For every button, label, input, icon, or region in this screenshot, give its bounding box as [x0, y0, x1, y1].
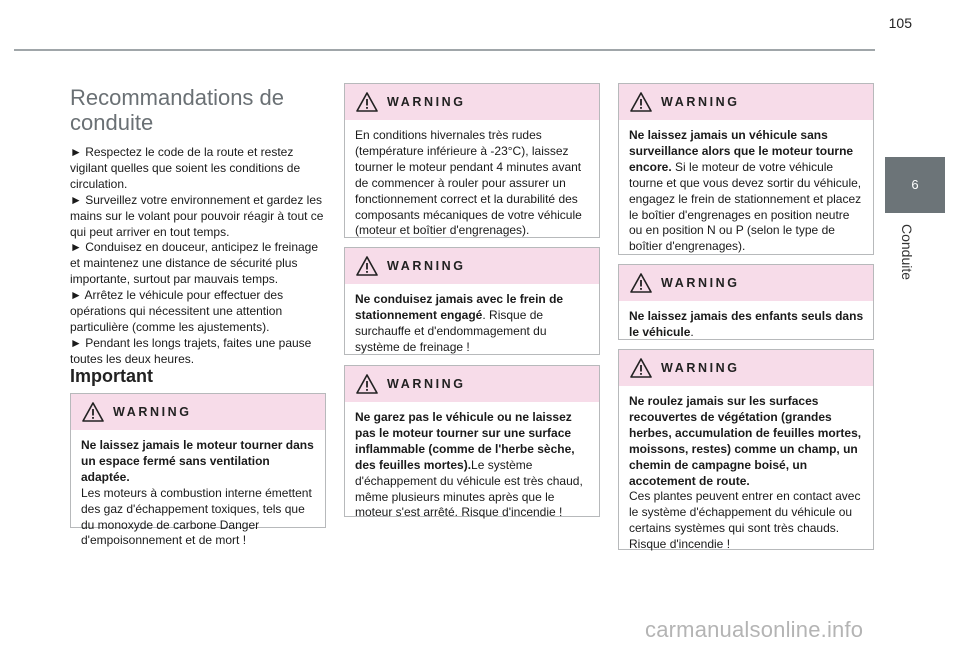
warning-box [618, 349, 874, 550]
warning-header [345, 84, 599, 120]
recommendation-item: ► Conduisez en douceur, anticipez le freinage et maintenez une distance de sécurité plus importante, surtout par mauvais temps. [70, 240, 319, 287]
warning-header [345, 366, 599, 402]
warning-body [619, 120, 873, 255]
warning-triangle-icon [630, 92, 652, 112]
warning-body [345, 120, 599, 239]
warning-header [71, 394, 325, 430]
warning-text: Ces plantes peuvent entrer en contact avec le système d'échappement du véhicule ou certains systèmes qui sont très chauds. Risque d'incendie ! [629, 489, 861, 552]
left-column [70, 85, 326, 368]
warning-box [344, 83, 600, 238]
warning-text: Le système d'échappement du véhicule est très chaud, même plusieurs minutes après que le moteur s'est arrêté. Risque d'incendie ! [355, 457, 583, 520]
recommendation-item: ► Surveillez votre environnement et gardez les mains sur le volant pour pouvoir réagir à tout ce qui peut arriver en tout temps. [70, 192, 324, 239]
warning-title: WARNING [387, 259, 466, 273]
warning-title: WARNING [387, 377, 466, 391]
warning-title: WARNING [387, 95, 466, 109]
warning-bold-text: Ne laissez jamais le moteur tourner dans un espace fermé sans ventilation adaptée. [81, 438, 314, 484]
important-heading: Important [70, 366, 153, 386]
warning-title: WARNING [661, 276, 740, 290]
warning-text: Les moteurs à combustion interne émettent des gaz d'échappement toxiques, tels que du monoxyde de carbone Danger d'empoisonnement et de mort ! [81, 485, 312, 548]
warning-header [619, 265, 873, 301]
warning-text: . Risque de surchauffe et d'endommagement du système de freinage ! [355, 307, 547, 354]
chapter-tab[interactable]: 6 [885, 157, 945, 213]
important-heading-wrap [70, 366, 153, 387]
warning-header [619, 350, 873, 386]
warning-triangle-icon [630, 358, 652, 378]
warning-body [619, 301, 873, 341]
warning-header [345, 248, 599, 284]
header-divider [14, 49, 875, 51]
warning-title: WARNING [661, 361, 740, 375]
warning-body [345, 402, 599, 521]
warning-text: Si le moteur de votre véhicule tourne et que vous devez sortir du véhicule, engagez le frein de stationnement et placez le boîtier d'engrenages en position neutre ou en position N ou P (selon le type de boîtier d'engrenages). [629, 159, 862, 254]
warning-box [618, 83, 874, 255]
warning-text: . [690, 324, 694, 339]
warning-triangle-icon [356, 374, 378, 394]
warning-header [619, 84, 873, 120]
warning-bold-text: Ne conduisez jamais avec le frein de stationnement engagé [355, 292, 564, 322]
warning-box [344, 247, 600, 355]
warning-triangle-icon [630, 273, 652, 293]
warning-triangle-icon [356, 92, 378, 112]
recommendation-item: ► Arrêtez le véhicule pour effectuer des opérations qui nécessitent une attention particulière (comme les ajustements). [70, 288, 284, 334]
warning-box [618, 264, 874, 340]
warning-body [619, 386, 873, 553]
section-title: Recommandations de conduite [70, 85, 285, 135]
warning-body [345, 284, 599, 356]
recommendation-item: ► Pendant les longs trajets, faites une pause toutes les deux heures. [70, 335, 312, 366]
watermark-text: carmanualsonline.info [645, 617, 864, 642]
chapter-label: Conduite [899, 224, 915, 281]
warning-body [71, 430, 325, 549]
warning-bold-text: Ne laissez jamais des enfants seuls dans le véhicule [629, 309, 864, 339]
warning-bold-text: Ne garez pas le véhicule ou ne laissez pas le moteur tourner sur une surface inflammable (comme de l'herbe sèche, des feuilles mortes). [355, 410, 575, 472]
warning-box [70, 393, 326, 548]
warning-bold-text: Ne laissez jamais un véhicule sans surveillance alors que le moteur tourne encore. [629, 128, 854, 174]
warning-bold-text: Ne roulez jamais sur les surfaces recouvertes de végétation (grandes herbes, accumulation de feuilles mortes, moissons, restes) comme un champ, un chemin de campagne boisé, un accotement de route. [629, 394, 862, 488]
warning-title: WARNING [113, 405, 192, 419]
warning-text: En conditions hivernales très rudes (température inférieure à -23°C), laissez tourner le moteur pendant 4 minutes avant de commencer à rouler pour assurer un fonctionnement correct et la durabilité des composants mécaniques de votre véhicule (moteur et boîtier d'engrenages). [355, 128, 582, 238]
warning-triangle-icon [356, 256, 378, 276]
warning-box [344, 365, 600, 520]
recommendation-item: ► Respectez le code de la route et restez vigilant quelles que soient les conditions de circulation. [70, 145, 301, 191]
page-number: 105 [888, 15, 912, 31]
warning-triangle-icon [82, 402, 104, 422]
warning-title: WARNING [661, 95, 740, 109]
